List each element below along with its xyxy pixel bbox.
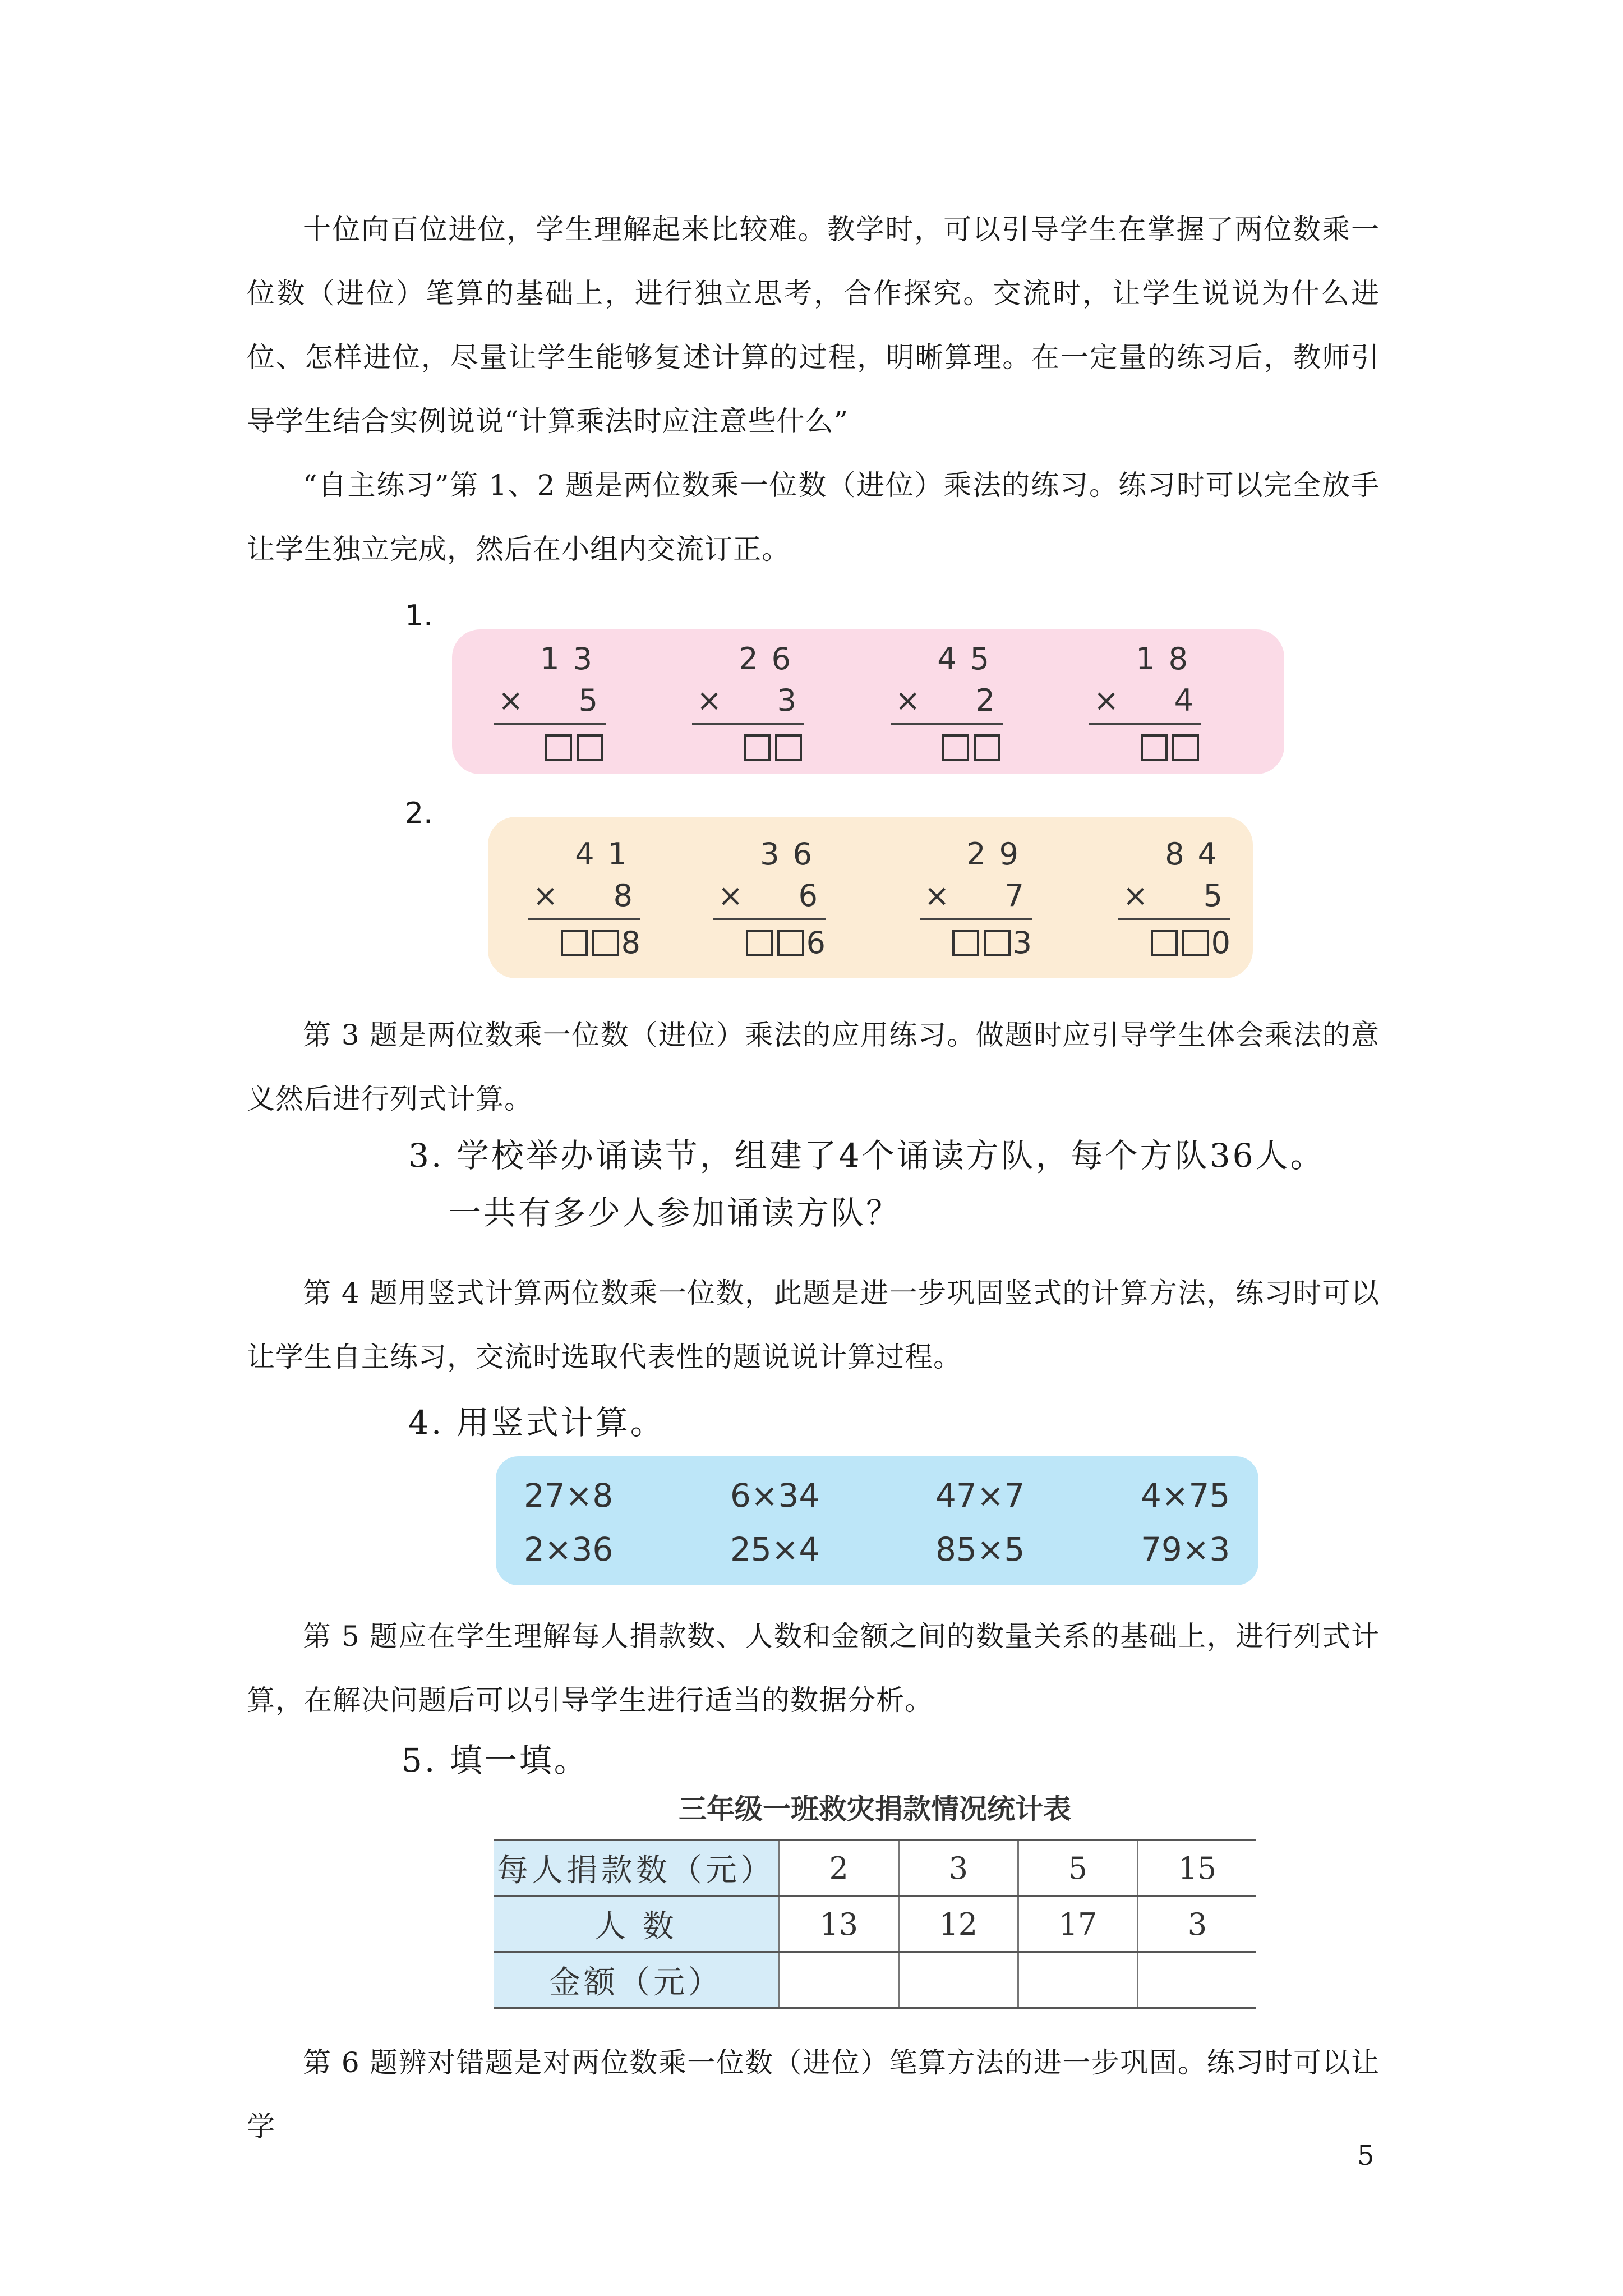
answer-box[interactable] xyxy=(1151,930,1178,956)
table-row xyxy=(494,1952,1256,2008)
page-number: 5 xyxy=(1357,2140,1375,2171)
multiplier: 3 xyxy=(777,683,796,718)
table-caption: 三年级一班救灾捐款情况统计表 xyxy=(679,1793,1071,1825)
table-cell: 17 xyxy=(1018,1896,1137,1952)
times-sign: × xyxy=(1123,878,1149,913)
multiplier: 4 xyxy=(1174,683,1193,718)
exercise-2-number: 2. xyxy=(405,797,433,830)
table-cell: 12 xyxy=(898,1896,1018,1952)
answer-box[interactable] xyxy=(1141,734,1168,761)
answer-box[interactable] xyxy=(952,930,979,956)
multiplier: 8 xyxy=(613,878,633,913)
result-line xyxy=(528,918,640,920)
answer-box[interactable] xyxy=(744,734,771,761)
table-cell: 3 xyxy=(898,1840,1018,1896)
calculation-item: 6×34 xyxy=(730,1476,820,1515)
vertical-multiplication xyxy=(713,835,826,964)
times-sign: × xyxy=(498,683,524,718)
table-cell: 13 xyxy=(779,1896,898,1952)
multiplicand: 41 xyxy=(575,836,640,872)
table-cell: 3 xyxy=(1137,1896,1256,1952)
calculation-item: 2×36 xyxy=(524,1530,614,1568)
table-cell[interactable] xyxy=(1137,1952,1256,2008)
exercise-4-title: 4. 用竖式计算。 xyxy=(408,1404,665,1442)
multiplicand: 45 xyxy=(937,641,1003,677)
multiplicand: 18 xyxy=(1136,641,1201,677)
result-line xyxy=(920,918,1032,920)
exercise-3-line-1: 3. 学校举办诵读节，组建了4个诵读方队，每个方队36人。 xyxy=(408,1137,1325,1175)
result-line xyxy=(1118,918,1230,920)
answer-box[interactable] xyxy=(746,930,773,956)
answer-box[interactable] xyxy=(561,930,588,956)
answer-box[interactable] xyxy=(592,930,619,956)
vertical-multiplication xyxy=(528,835,640,964)
vertical-multiplication xyxy=(692,639,804,769)
calculation-item: 25×4 xyxy=(730,1530,820,1568)
paragraph-intro: 十位向百位进位，学生理解起来比较难。教学时，可以引导学生在掌握了两位数乘一位数（进位）笔算的基础上，进行独立思考，合作探究。交流时，让学生说说为什么进位、怎样进位，尽量让学生能够复述计算的过程，明晰算理。在一定量的练习后，教师引导学生结合实例说说“计算乘法时应注意些什么” xyxy=(247,213,1380,438)
multiplicand: 84 xyxy=(1165,836,1230,872)
times-sign: × xyxy=(533,878,559,913)
answer-box[interactable] xyxy=(777,930,804,956)
vertical-multiplication xyxy=(891,639,1003,769)
times-sign: × xyxy=(718,878,744,913)
calculation-item: 47×7 xyxy=(935,1476,1025,1515)
donation-table xyxy=(494,1839,1256,2009)
multiplier: 6 xyxy=(798,878,818,913)
answer-box[interactable] xyxy=(775,734,802,761)
multiplier: 2 xyxy=(975,683,995,718)
calculation-item: 4×75 xyxy=(1141,1476,1230,1515)
multiplicand: 13 xyxy=(540,641,606,677)
result-line xyxy=(692,723,804,725)
answer-box[interactable] xyxy=(974,734,1000,761)
row-header: 每人捐款数（元） xyxy=(494,1840,779,1896)
given-digit: 3 xyxy=(1012,925,1032,960)
table-row xyxy=(494,1840,1256,1896)
times-sign: × xyxy=(697,683,722,718)
row-header: 人 数 xyxy=(494,1896,779,1952)
table-cell[interactable] xyxy=(779,1952,898,2008)
multiplier: 5 xyxy=(1203,878,1223,913)
paragraph-exercise-6: 第 6 题辨对错题是对两位数乘一位数（进位）笔算方法的进一步巩固。练习时可以让学 xyxy=(247,2046,1380,2143)
row-header: 金额（元） xyxy=(494,1952,779,2008)
table-row xyxy=(494,1896,1256,1952)
calculation-item: 27×8 xyxy=(524,1476,614,1515)
table-cell[interactable] xyxy=(1018,1952,1137,2008)
answer-box[interactable] xyxy=(577,734,603,761)
exercise-1-number: 1. xyxy=(405,599,433,633)
times-sign: × xyxy=(1094,683,1119,718)
vertical-multiplication xyxy=(1089,639,1201,769)
answer-box[interactable] xyxy=(1172,734,1199,761)
answer-box[interactable] xyxy=(984,930,1011,956)
given-digit: 8 xyxy=(621,925,640,960)
result-line xyxy=(494,723,606,725)
multiplicand: 26 xyxy=(739,641,804,677)
paragraph-exercise-5: 第 5 题应在学生理解每人捐款数、人数和金额之间的数量关系的基础上，进行列式计算，在解决问题后可以引导学生进行适当的数据分析。 xyxy=(247,1620,1380,1717)
result-line xyxy=(1089,723,1201,725)
answer-box[interactable] xyxy=(545,734,572,761)
multiplier: 7 xyxy=(1004,878,1024,913)
given-digit: 6 xyxy=(806,925,826,960)
paragraph-self-practice: “自主练习”第 1、2 题是两位数乘一位数（进位）乘法的练习。练习时可以完全放手让学生独立完成，然后在小组内交流订正。 xyxy=(247,469,1380,565)
multiplier: 5 xyxy=(578,683,598,718)
given-digit: 0 xyxy=(1211,925,1230,960)
multiplicand: 36 xyxy=(760,836,826,872)
vertical-multiplication xyxy=(920,835,1032,964)
answer-box[interactable] xyxy=(1182,930,1209,956)
exercise-3-line-2: 一共有多少人参加诵读方队？ xyxy=(449,1194,901,1232)
result-line xyxy=(713,918,826,920)
vertical-multiplication xyxy=(1118,835,1230,964)
answer-box[interactable] xyxy=(942,734,969,761)
result-line xyxy=(891,723,1003,725)
table-cell: 5 xyxy=(1018,1840,1137,1896)
times-sign: × xyxy=(924,878,950,913)
table-cell: 15 xyxy=(1137,1840,1256,1896)
paragraph-exercise-3: 第 3 题是两位数乘一位数（进位）乘法的应用练习。做题时应引导学生体会乘法的意义然后进行列式计算。 xyxy=(247,1019,1380,1115)
calculation-item: 85×5 xyxy=(935,1530,1025,1568)
times-sign: × xyxy=(895,683,921,718)
paragraph-exercise-4: 第 4 题用竖式计算两位数乘一位数，此题是进一步巩固竖式的计算方法，练习时可以让学生自主练习，交流时选取代表性的题说说计算过程。 xyxy=(247,1277,1380,1373)
calculation-item: 79×3 xyxy=(1141,1530,1230,1568)
table-cell[interactable] xyxy=(898,1952,1018,2008)
vertical-multiplication xyxy=(494,639,606,769)
multiplicand: 29 xyxy=(966,836,1032,872)
table-cell: 2 xyxy=(779,1840,898,1896)
exercise-5-title: 5. 填一填。 xyxy=(402,1741,589,1779)
